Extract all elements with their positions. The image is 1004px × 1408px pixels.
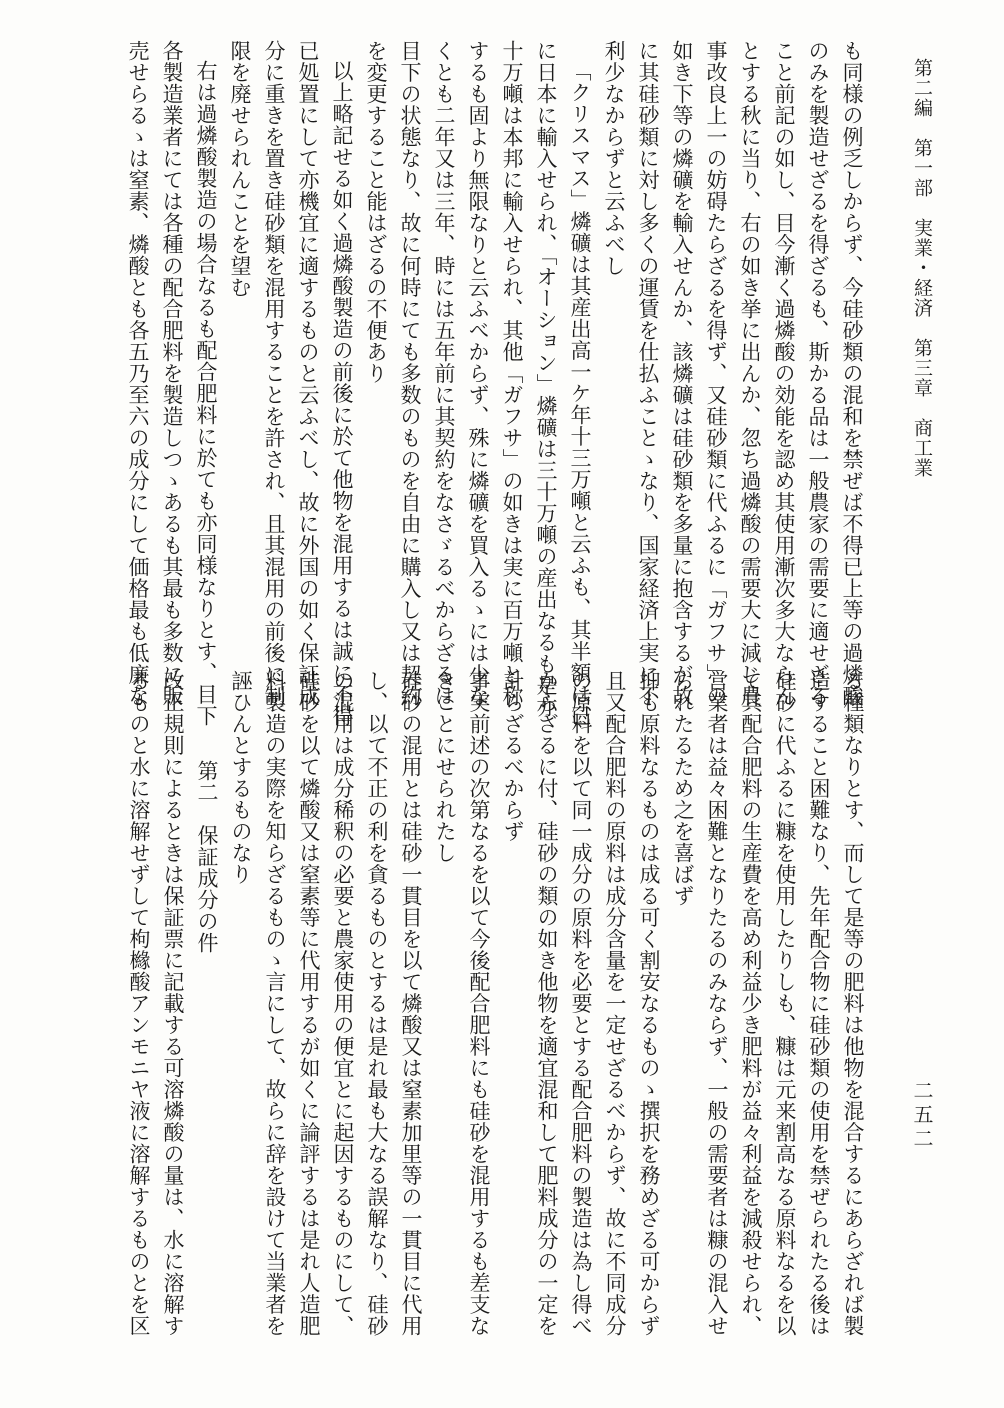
text-column: し、以て不正の利を貪るものとするは是れ最も大なる誤解なり、硅砂	[365, 670, 389, 1337]
text-column: て其配合肥料の生産費を高め利益少き肥料が益々利益を減殺せられ、	[739, 670, 763, 1337]
text-column: 改正規則によるときは保証票に記載する可溶燐酸の量は、水に溶解す	[161, 670, 185, 1337]
text-column: の原料を以て同一成分の原料を必要とする配合肥料の製造は為し得べ	[569, 670, 593, 1337]
text-column: 硅砂の混用とは硅砂一貫目を以て燐酸又は窒素加里等の一貫目に代用	[399, 670, 423, 1337]
text-column: る種類なりとす、而して是等の肥料は他物を混合するにあらざれば製	[841, 670, 865, 1337]
text-column: 営業者は益々困難となりたるのみならず、一般の需要者は糠の混入せ	[705, 670, 729, 1337]
text-column: 売せらるゝは窒素、燐酸とも各五乃至六の成分にして価格最も低廉な	[126, 40, 150, 707]
text-column: られたるため之を喜ばず	[671, 670, 695, 907]
text-column: るものと水に溶解せずして枸櫞酸アンモニヤ液に溶解するものとを区	[127, 670, 151, 1337]
text-column: 事実前述の次第なるを以て今後配合肥料にも硅砂を混用するも差支な	[467, 670, 491, 1337]
text-column: とする秋に当り、右の如き挙に出んか、忽ち過燐酸の需要大に減じ農	[738, 40, 762, 707]
text-column: に日本に輸入せられ、「オーション」燐礦は三十万噸の産出なるも是亦	[534, 40, 558, 718]
text-column: 如き下等の燐礦を輸入せんか、該燐礦は硅砂類を多量に抱含するが故	[670, 40, 694, 707]
page-number: 二五二	[910, 1080, 934, 1152]
text-column: 以上略記せる如く過燐酸製造の前後に於て他物を混用するは誠に不得	[330, 60, 354, 727]
text-column: 料製造の実際を知らざるものゝ言にして、故らに辞を設けて当業者を	[263, 670, 287, 1337]
text-column: 已処置にして亦機宜に適するものと云ふべし、故に外国の如く保証成	[296, 40, 320, 707]
text-column: 目下の状態なり、故に何時にても多数のものを自由に購入し又は契約	[398, 40, 422, 707]
text-column: 右は過燐酸製造の場合なるも配合肥料に於ても亦同様なりとす、目下	[194, 60, 218, 727]
text-column: を変更すること能はざるの不便あり	[364, 40, 388, 384]
text-column: 造すること困難なり、先年配合物に硅砂類の使用を禁ぜられたる後は	[807, 670, 831, 1337]
text-column: 計らざるべからず	[501, 670, 525, 842]
section-heading: 第二 保証成分の件	[195, 760, 219, 954]
text-column: 限を廃せられんことを望む	[228, 40, 252, 298]
text-column: 各製造業者にては各種の配合肥料を製造しつゝあるも其最も多数に販	[160, 40, 184, 707]
text-column: 事改良上一の妨碍たらざるを得ず、又硅砂類に代ふるに「ガフサ」の	[704, 40, 728, 707]
text-column: 硅砂に代ふるに糠を使用したりしも、糠は元来割高なる原料なるを以	[773, 670, 797, 1337]
text-column: に其硅砂類に対し多くの運賃を仕払ふことゝなり、国家経済上実に不	[636, 40, 660, 707]
text-column: 十万噸は本邦に輸入せられ、其他「ガフサ」の如きは実に百万噸と称	[500, 40, 524, 707]
text-column: 且又配合肥料の原料は成分含量を一定せざるべからず、故に不同成分	[603, 670, 627, 1337]
text-column: こと前記の如し、目今漸く過燐酸の効能を認め其使用漸次多大ならん	[772, 40, 796, 707]
text-column: の混用は成分稀釈の必要と農家使用の便宜とに起因するものにして、	[331, 670, 355, 1337]
text-column: 分に重きを置き硅砂類を混用することを許され、且其混用の前後に制	[262, 40, 286, 707]
text-column: も同様の例乏しからず、今硅砂類の混和を禁ぜば不得已上等の過燐酸	[840, 40, 864, 707]
text-column: きことにせられたし	[433, 670, 457, 864]
running-header: 第二編 第一部 実業・経済 第三章 商工業	[911, 58, 933, 478]
text-column: 誣ひんとするものなり	[229, 670, 253, 885]
text-column: 抑も原料なるものは成る可く割安なるものゝ撰択を務めざる可からず	[637, 670, 661, 1337]
text-column: のみを製造せざるを得ざるも、斯かる品は一般農家の需要に適せざる	[806, 40, 830, 707]
text-column: するも固より無限なりと云ふべからず、殊に燐礦を買入るゝには少な	[466, 40, 490, 707]
text-column: 利少なからずと云ふべし	[602, 40, 626, 277]
text-column: 「クリスマス」燐礦は其産出高一ケ年十三万噸と云ふも、其半額は已	[568, 60, 592, 727]
upper-text-block	[69, 40, 869, 727]
text-column: くとも二年又は三年、時には五年前に其契約をなさゞるべからざるは	[432, 40, 456, 707]
text-column: からざるに付、硅砂の類の如き他物を適宜混和して肥料成分の一定を	[535, 670, 559, 1337]
text-column: 硅砂を以て燐酸又は窒素等に代用するが如くに論評するは是れ人造肥	[297, 670, 321, 1337]
lower-text-block	[70, 670, 870, 1360]
